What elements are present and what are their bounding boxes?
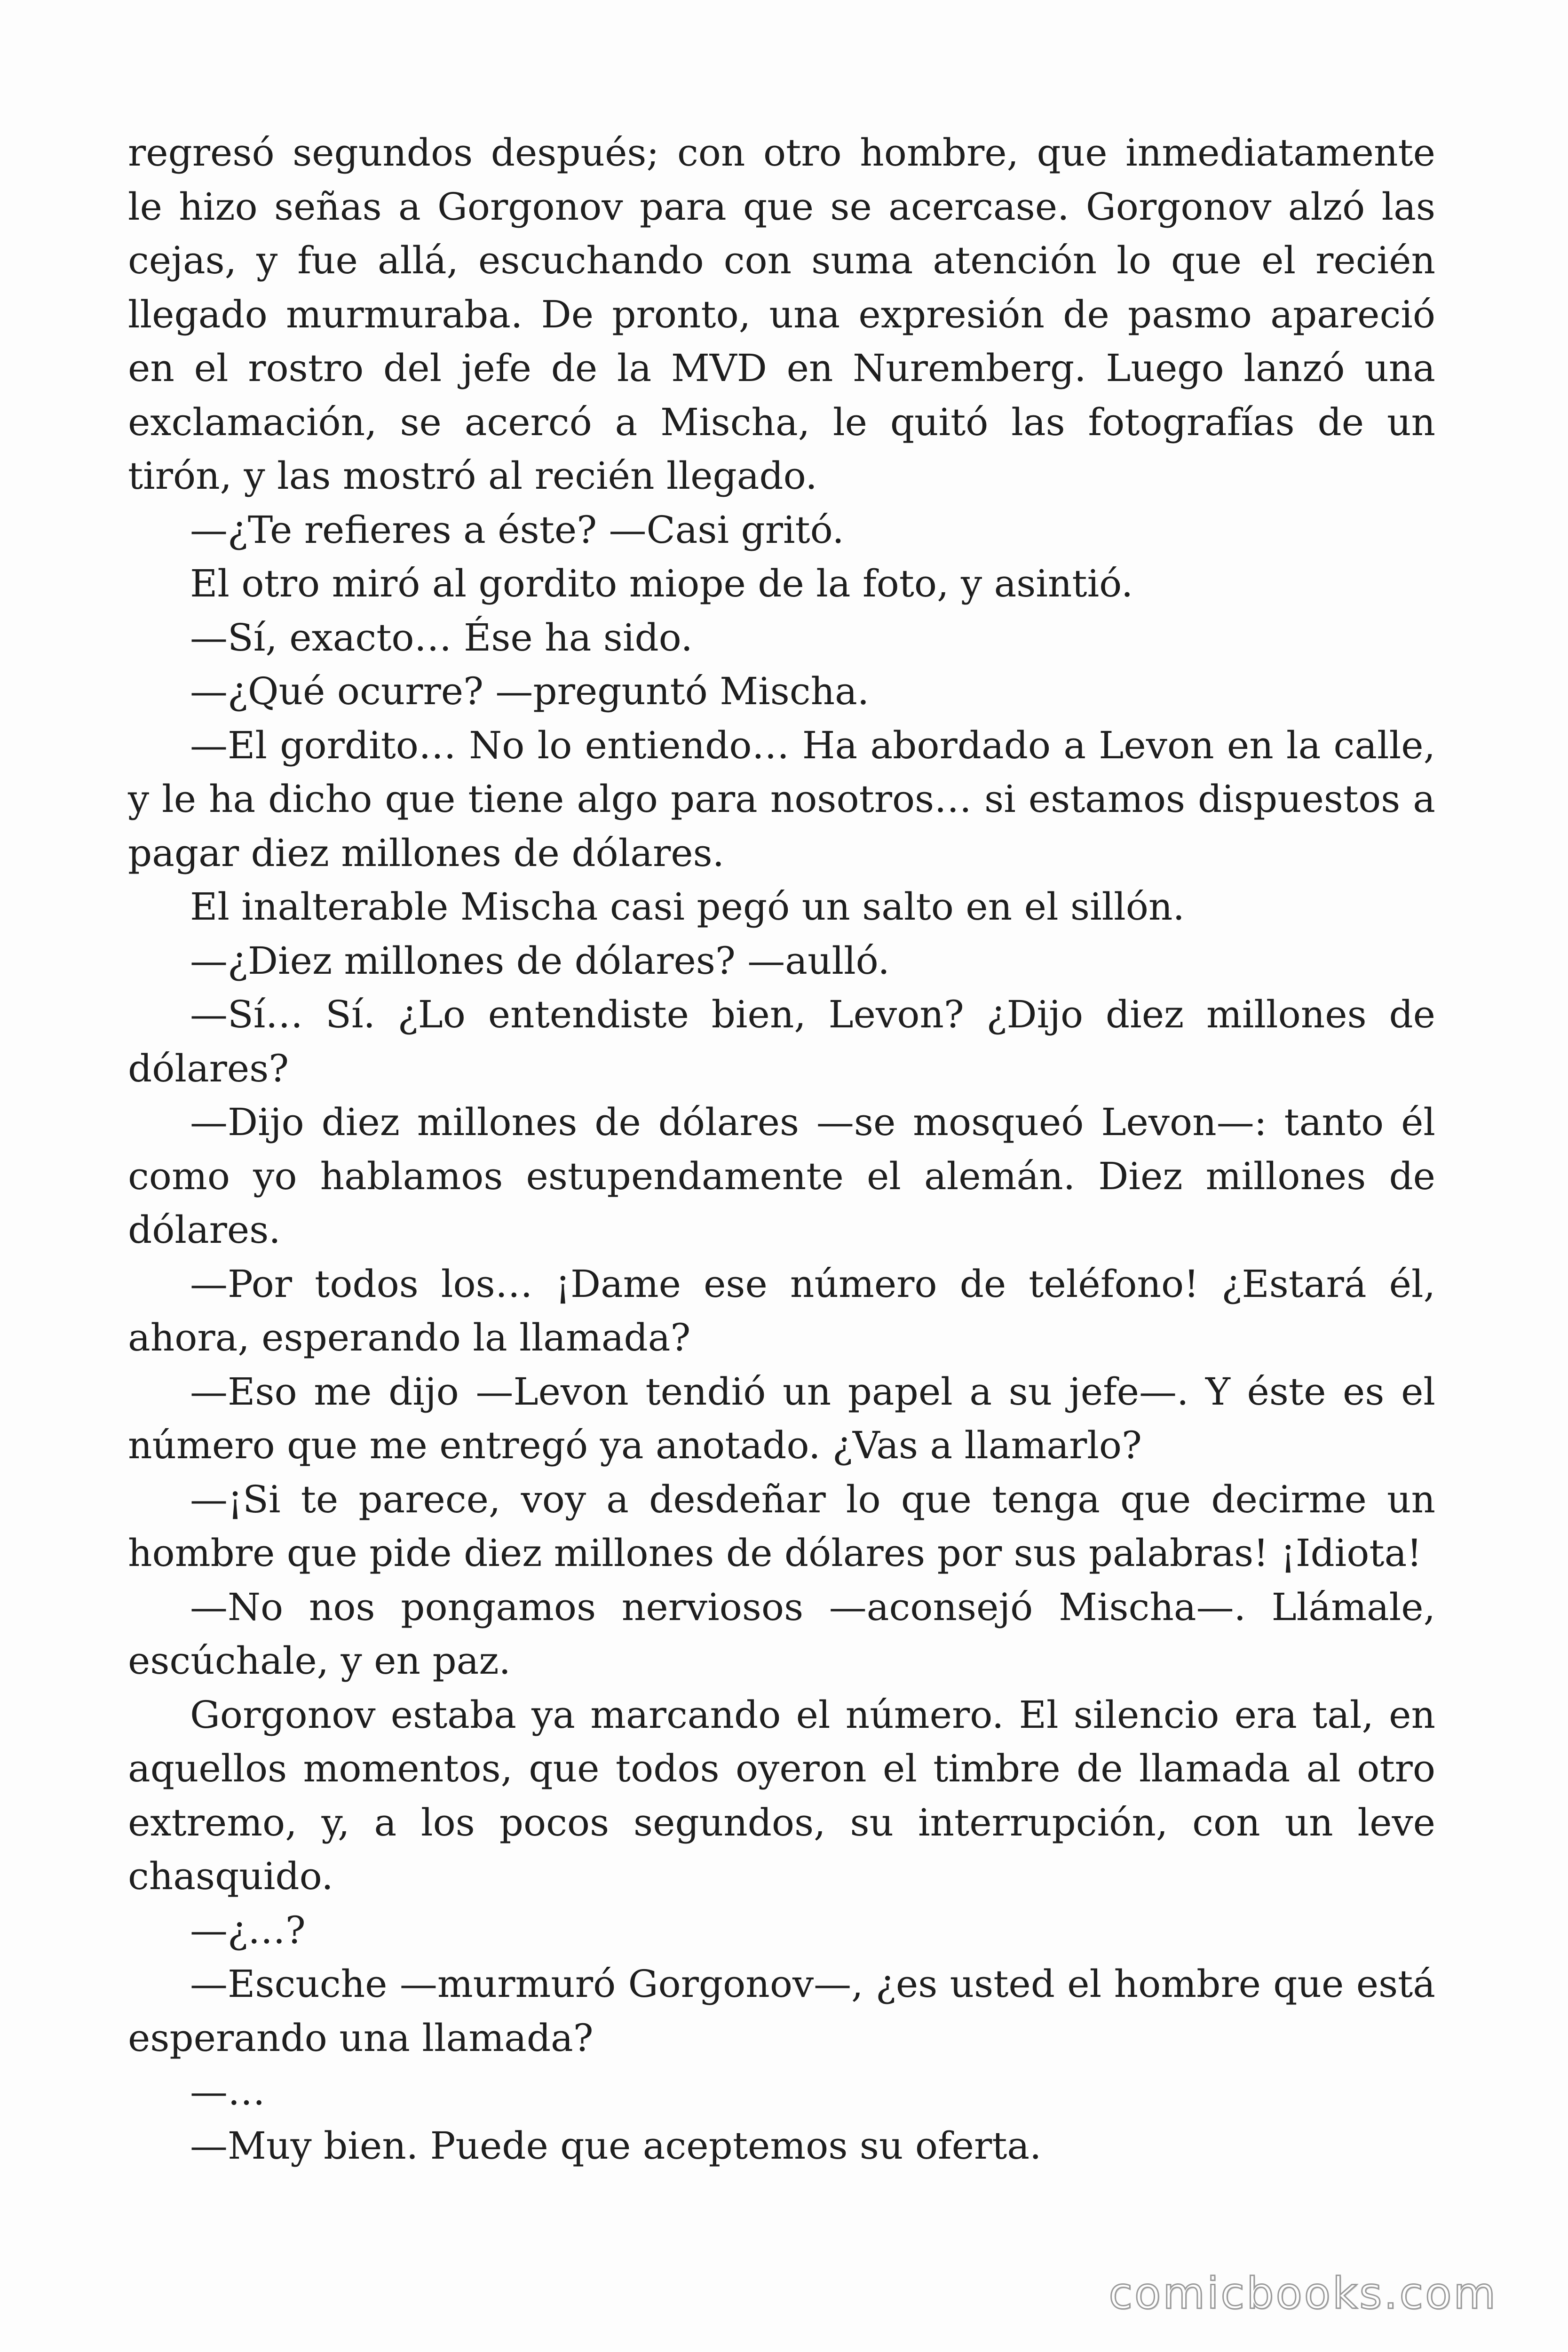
paragraph: —¿…?	[190, 1908, 306, 1952]
paragraph: —Dijo diez millones de dólares —se mosqueó Levon—: tanto él como yo hablamos estupendamente el alemán. Diez millones de dólares.	[128, 1100, 1435, 1252]
paragraph: Gorgonov estaba ya marcando el número. El silencio era tal, en aquellos momentos, que todos oyeron el timbre de llamada al otro extremo, y, a los pocos segundos, su interrupción, con un leve chasquido.	[128, 1692, 1435, 1898]
paragraph: —¿Diez millones de dólares? —aulló.	[190, 938, 890, 983]
paragraph: —Sí… Sí. ¿Lo entendiste bien, Levon? ¿Dijo diez millones de dólares?	[128, 993, 1435, 1090]
paragraph: —¿Te refieres a éste? —Casi gritó.	[190, 508, 844, 552]
paragraph: —…	[190, 2070, 265, 2114]
paragraph: —¿Qué ocurre? —preguntó Mischa.	[190, 669, 870, 713]
paragraph: —Eso me dijo —Levon tendió un papel a su jefe—. Y éste es el número que me entregó ya anotado. ¿Vas a llamarlo?	[128, 1369, 1435, 1467]
paragraph: —Muy bien. Puede que aceptemos su oferta.	[190, 2123, 1042, 2168]
paragraph: —Por todos los… ¡Dame ese número de teléfono! ¿Estará él, ahora, esperando la llamada?	[128, 1262, 1435, 1359]
paragraph: —No nos pongamos nerviosos —aconsejó Mischa—. Llámale, escúchale, y en paz.	[128, 1585, 1435, 1683]
paragraph: regresó segundos después; con otro hombre, que inmediatamente le hizo señas a Gorgonov para que se acercase. Gorgonov alzó las cejas, y fue allá, escuchando con suma atención lo que el recién llegado murmuraba. De pronto, una expresión de pasmo apareció en el rostro del jefe de la MVD en Nuremberg. Luego lanzó una exclamación, se acercó a Mischa, le quitó las fotografías de un tirón, y las mostró al recién llegado.	[128, 131, 1435, 498]
paragraph: —Escuche —murmuró Gorgonov—, ¿es usted el hombre que está esperando una llamada?	[128, 1962, 1435, 2060]
watermark-text: comicbooks.com	[1109, 2268, 1497, 2319]
paragraph: —¡Si te parece, voy a desdeñar lo que tenga que decirme un hombre que pide diez millones de dólares por sus palabras! ¡Idiota!	[128, 1477, 1435, 1575]
paragraph: —El gordito… No lo entiendo… Ha abordado a Levon en la calle, y le ha dicho que tiene algo para nosotros… si estamos dispuestos a pagar diez millones de dólares.	[128, 723, 1435, 875]
paragraph: —Sí, exacto… Ése ha sido.	[190, 615, 693, 660]
paragraph: El inalterable Mischa casi pegó un salto en el sillón.	[190, 885, 1185, 929]
paragraph: El otro miró al gordito miope de la foto, y asintió.	[190, 562, 1133, 605]
body-text	[128, 126, 1435, 2173]
